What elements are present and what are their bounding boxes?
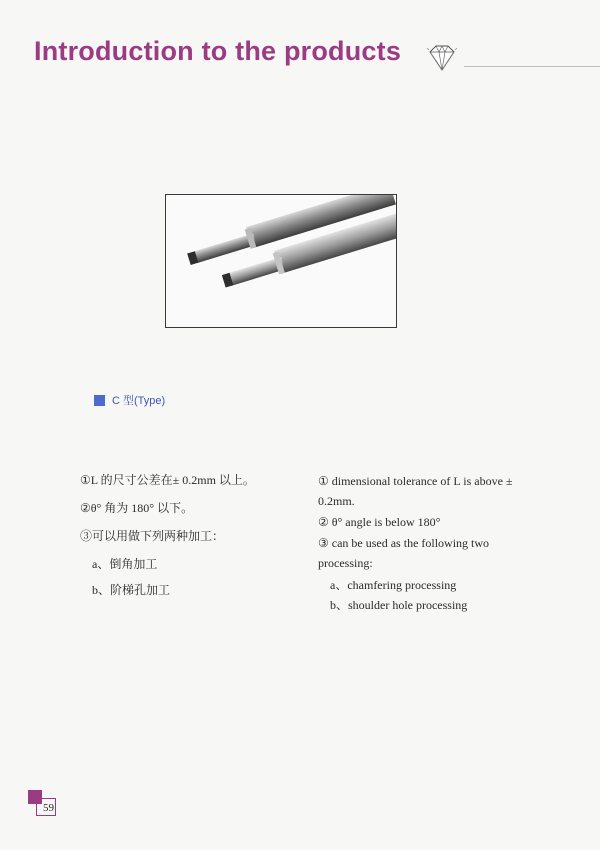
product-photo	[165, 194, 397, 328]
en-line-3: ② θ° angle is below 180°	[318, 515, 441, 529]
en-line-1: ① dimensional tolerance of L is above ±	[318, 474, 513, 488]
en-line-2: 0.2mm.	[318, 494, 355, 508]
type-label	[94, 392, 165, 408]
cn-line-4: a、倒角加工	[92, 557, 158, 571]
page-number: 59	[43, 802, 54, 814]
header-divider	[464, 66, 600, 67]
cn-line-1: ①L 的尺寸公差在± 0.2mm 以上。	[80, 473, 255, 487]
en-line-6: a、chamfering processing	[330, 578, 457, 592]
section-marker-icon	[94, 395, 105, 406]
cn-line-5: b、阶梯孔加工	[92, 583, 171, 597]
cn-line-3: ③可以用做下列两种加工：	[80, 529, 225, 543]
diamond-icon	[426, 44, 458, 72]
en-line-7: b、shoulder hole processing	[330, 598, 468, 612]
page-title: Introduction to the products	[34, 36, 402, 66]
cn-line-2: ②θ° 角为 180° 以下。	[80, 501, 194, 515]
en-line-4: ③ can be used as the following two	[318, 536, 490, 550]
en-line-5: processing:	[318, 556, 373, 570]
type-label-text: C 型(Type)	[112, 395, 166, 407]
